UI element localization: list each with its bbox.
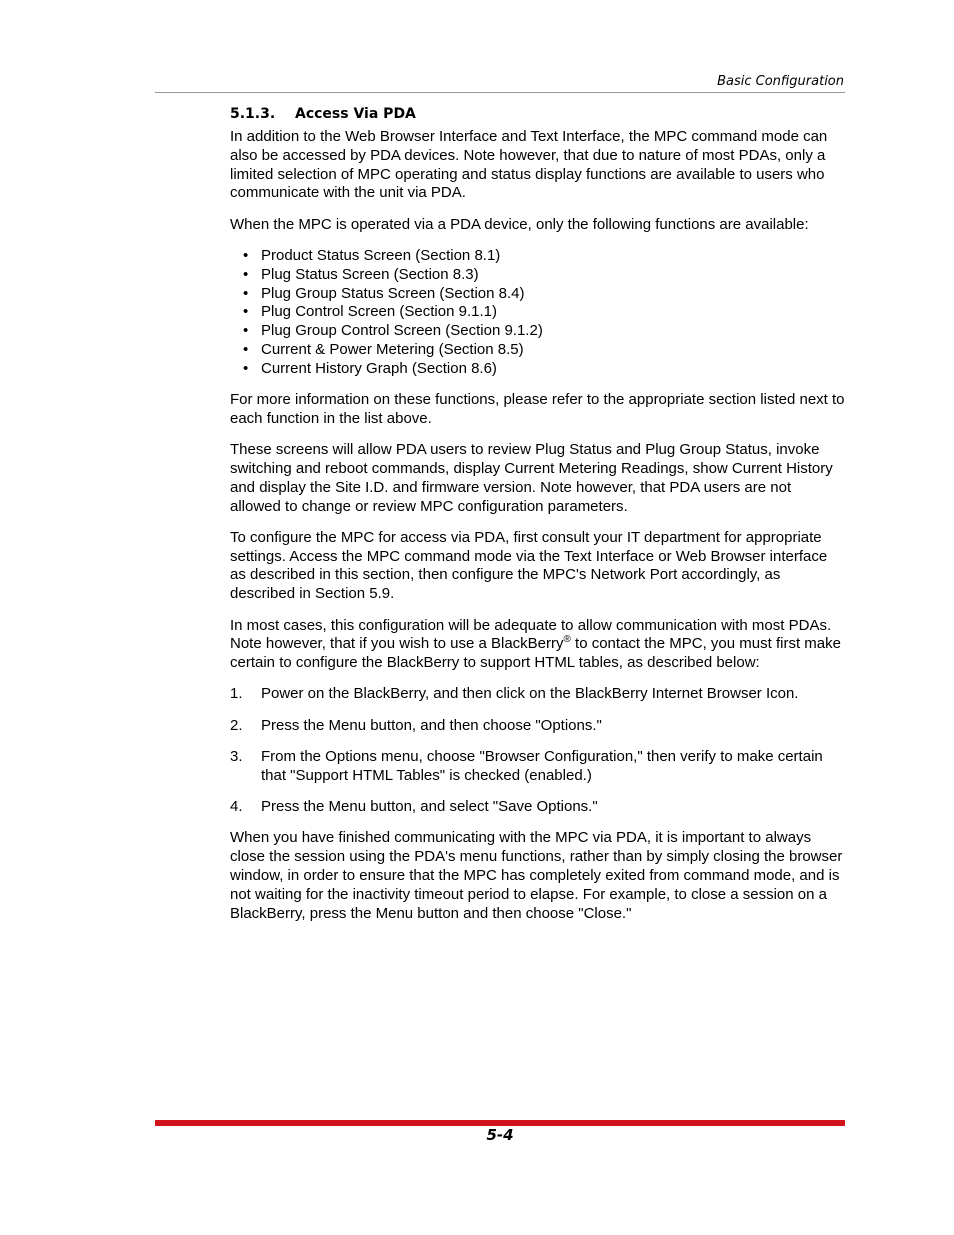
function-text: Plug Group Status Screen (Section 8.4) [261,284,525,302]
function-text: Plug Status Screen (Section 8.3) [261,265,479,283]
running-header: Basic Configuration [717,74,844,89]
step-number: 1. [230,685,243,703]
step-item [230,717,845,736]
configure-paragraph: To configure the MPC for access via PDA, first consult your IT department for appropriate settings. Access the MPC command mode via the Text Interface or Web Browser interface as described in this section, then configure the MPC's Network Port accordingly, as described in Section 5.9. [230,528,828,603]
registered-mark: ® [563,634,571,646]
section-number: 5.1.3. [230,106,276,122]
header-rule [155,92,845,93]
function-text: Current & Power Metering (Section 8.5) [261,340,524,358]
step-text: From the Options menu, choose "Browser Configuration," then verify to make certain that "Support HTML Tables" is checked (enabled.) [261,748,823,784]
list-item [230,360,845,379]
more-info-paragraph: For more information on these functions, please refer to the appropriate section listed next to each function in the list above. [230,391,845,427]
step-text: Power on the BlackBerry, and then click on the BlackBerry Internet Browser Icon. [261,685,799,703]
function-text: Plug Group Control Screen (Section 9.1.2) [261,322,543,340]
bullet: • [243,340,249,358]
step-number: 2. [230,716,243,734]
bullet: • [243,265,249,283]
closing-paragraph: When you have finished communicating with the MPC via PDA, it is important to always close the session using the PDA's menu functions, rather than by simply closing the browser window, in order to ensure that the MPC has completely exited from command mode, and is not waiting for the inactivity timeout period to elapse. For example, to close a session on a BlackBerry, press the Menu button and then choose "Close." [230,829,843,922]
bullet: • [243,303,249,321]
functions-lead-paragraph: When the MPC is operated via a PDA device, only the following functions are available: [230,215,809,233]
step-number: 4. [230,798,243,816]
function-text: Plug Control Screen (Section 9.1.1) [261,303,497,321]
blackberry-steps-list [230,685,845,816]
page-number: 5-4 [486,1126,514,1144]
function-text: Current History Graph (Section 8.6) [261,359,497,377]
section-heading [230,104,845,124]
blackberry-paragraph [230,617,845,673]
blackberry-text-after: to contact the MPC, you must first make certain to configure the BlackBerry to support HTML tables, as described below: [230,635,841,672]
functions-list [230,247,845,379]
list-item [230,303,845,322]
step-item [230,748,845,786]
blackberry-text-before: In most cases, this configuration will be adequate to allow communication with most PDAs. Note however, that if you wish to use a BlackBerry [230,616,832,653]
list-item [230,247,845,266]
bullet: • [243,359,249,377]
list-item [230,322,845,341]
function-text: Product Status Screen (Section 8.1) [261,246,501,264]
page-content [230,104,845,936]
step-text: Press the Menu button, and select "Save Options." [261,798,598,816]
intro-paragraph: In addition to the Web Browser Interface and Text Interface, the MPC command mode can also be accessed by PDA devices. Note however, that due to nature of most PDAs, only a limited selection of MPC operating and status display functions are available to users who communicate with the unit via PDA. [230,128,828,202]
bullet: • [243,284,249,302]
step-number: 3. [230,748,243,766]
list-item [230,266,845,285]
step-text: Press the Menu button, and then choose "Options." [261,716,602,734]
list-item [230,341,845,360]
step-item [230,798,845,817]
section-title: Access Via PDA [295,106,416,122]
bullet: • [243,322,249,340]
screens-paragraph: These screens will allow PDA users to review Plug Status and Plug Group Status, invoke switching and reboot commands, display Current Metering Readings, show Current History and display the Site I.D. and firmware version. Note however, that PDA users are not allowed to change or review MPC configuration parameters. [230,441,833,515]
list-item [230,285,845,304]
step-item [230,685,845,704]
bullet: • [243,246,249,264]
